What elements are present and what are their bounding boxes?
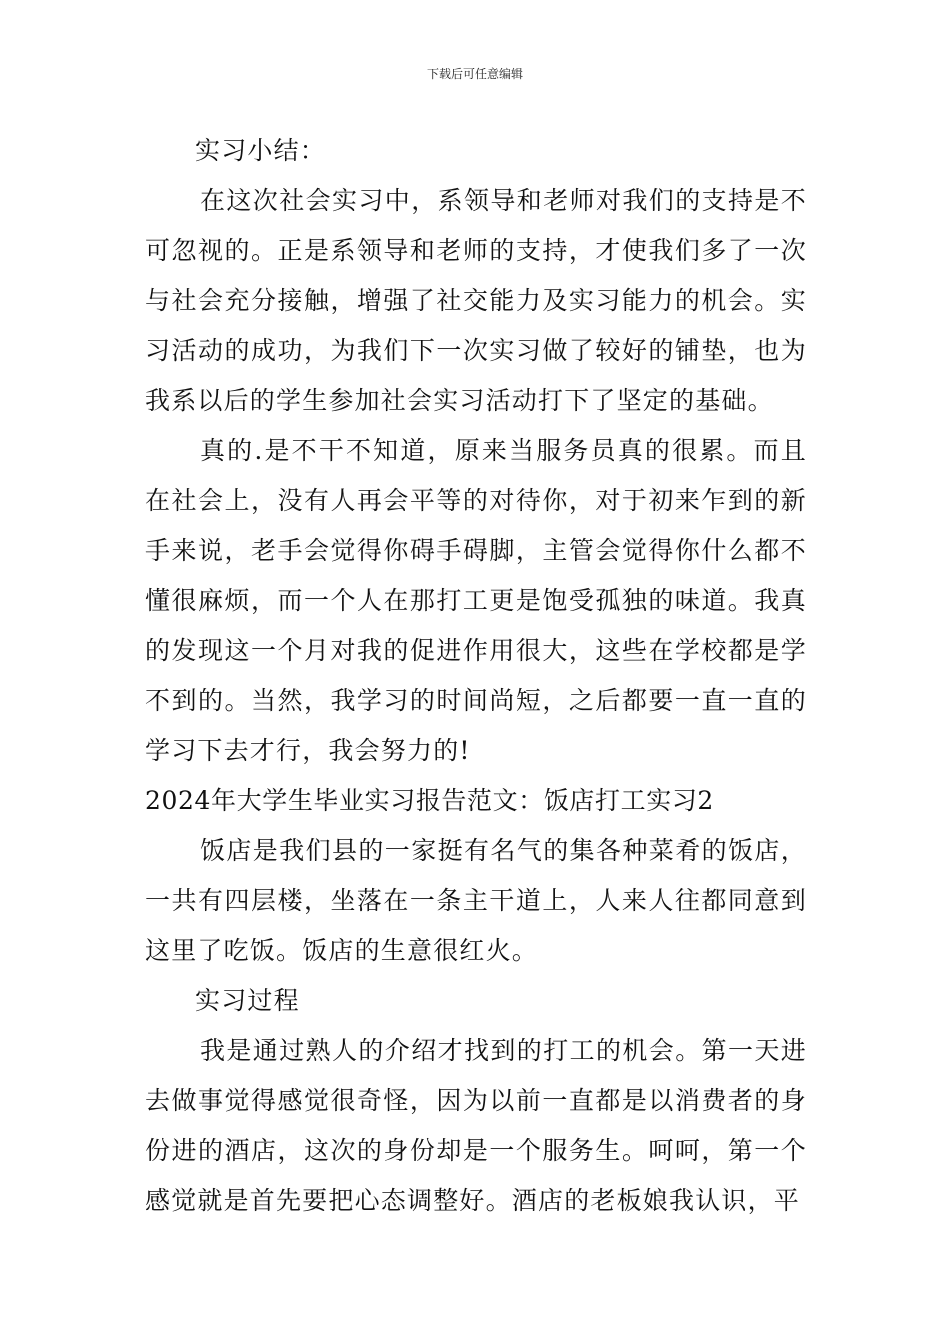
paragraph-reflection: 真的.是不干不知道，原来当服务员真的很累。而且在社会上，没有人再会平等的对待你，对于初来乍到的新手来说，老手会觉得你碍手碍脚，主管会觉得你什么都不懂很麻烦，而一个人在那打工更是饱受孤独的味道。我真的发现这一个月对我的促进作用很大，这些在学校都是学不到的。当然，我学习的时间尚短，之后都要一直一直的学习下去才行，我会努力的! [145,436,807,765]
paragraph-process: 我是通过熟人的介绍才找到的打工的机会。第一天进去做事觉得感觉很奇怪，因为以前一直都是以消费者的身份进的酒店，这次的身份却是一个服务生。呵呵，第一个感觉就是首先要把心态调整好。酒店的老板娘我认识，平 [145,1036,807,1215]
paragraph-restaurant-intro: 饭店是我们县的一家挺有名气的集各种菜肴的饭店，一共有四层楼，坐落在一条主干道上，人来人往都同意到这里了吃饭。饭店的生意很红火。 [145,836,807,965]
page-header-note: 下载后可任意编辑 [426,67,523,81]
report-title: 2024年大学生毕业实习报告范文：饭店打工实习2 [145,786,714,815]
section-heading-process: 实习过程 [195,986,300,1015]
paragraph-support: 在这次社会实习中，系领导和老师对我们的支持是不可忽视的。正是系领导和老师的支持，才使我们多了一次与社会充分接触，增强了社交能力及实习能力的机会。实习活动的成功，为我们下一次实习做了较好的铺垫，也为我系以后的学生参加社会实习活动打下了坚定的基础。 [145,186,807,415]
section-heading-summary: 实习小结： [195,136,327,165]
document-body [145,126,807,1226]
